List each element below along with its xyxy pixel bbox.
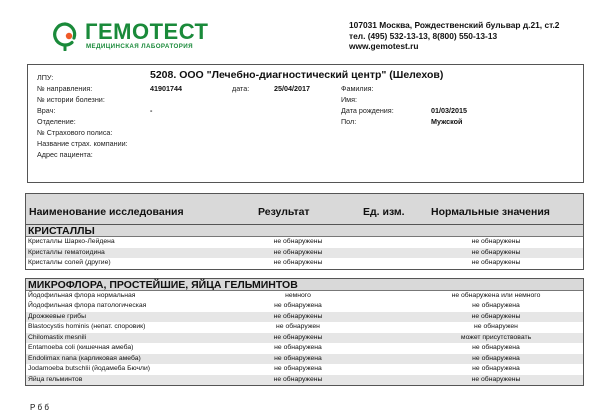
test-result: не обнаружена (274, 344, 322, 351)
test-normal: не обнаружена (472, 365, 520, 372)
table-row (26, 364, 583, 375)
table-row (26, 258, 583, 269)
table-row (26, 291, 583, 302)
logo-name: ГЕМОТЕСТ (85, 19, 209, 44)
section-title: КРИСТАЛЛЫ (26, 225, 583, 237)
doctor-label: Врач: (37, 106, 56, 115)
test-result: не обнаружены (273, 259, 323, 266)
test-name: Яйца гельминтов (28, 375, 83, 383)
table-row (26, 237, 583, 248)
test-normal: не обнаружена (472, 354, 520, 362)
section-title: МИКРОФЛОРА, ПРОСТЕЙШИЕ, ЯЙЦА ГЕЛЬМИНТОВ (26, 279, 583, 291)
phone-line: тел. (495) 532-13-13, 8(800) 550-13-13 (349, 30, 498, 41)
lpu-value: 5208. ООО "Лечебно-диагностический центр" (Шелехов) (150, 69, 444, 81)
table-row (26, 312, 583, 323)
section-crystals (25, 225, 584, 270)
test-name: Йодофильная флора патологическая (28, 302, 147, 309)
footer-partial-text: Р б б (30, 403, 49, 411)
test-result: не обнаружена (274, 354, 322, 362)
date-label: дата: (232, 84, 250, 93)
test-normal: не обнаружены (471, 248, 521, 256)
column-header-normal-range: Нормальные значения (431, 206, 550, 218)
address-line: 107031 Москва, Рождественский бульвар д.21, ст.2 (349, 20, 560, 30)
test-name: Endolimax nana (карликовая амеба) (28, 354, 141, 362)
test-name: Дрожжевые грибы (28, 312, 86, 320)
table-row (26, 322, 583, 333)
test-name: Chilomastix mesnili (28, 333, 87, 341)
table-row (26, 248, 583, 259)
test-name: Кристаллы гематоидина (28, 248, 105, 256)
history-label: № истории болезни: (37, 95, 105, 104)
test-result: не обнаружены (273, 375, 323, 383)
department-label: Отделение: (37, 117, 76, 126)
test-result: не обнаружена (274, 365, 322, 372)
birthdate-value: 01/03/2015 (431, 106, 467, 115)
table-row (26, 354, 583, 365)
section-microflora (25, 278, 584, 387)
test-normal: не обнаружена или немного (451, 291, 541, 299)
results-table (25, 193, 584, 386)
test-result: не обнаружены (273, 238, 323, 245)
policy-label: № Страхового полиса: (37, 128, 113, 137)
referral-value: 41901744 (150, 84, 182, 93)
lab-address (349, 20, 559, 52)
test-normal: не обнаружена (472, 302, 520, 309)
test-normal: не обнаружена (472, 344, 520, 351)
test-result: не обнаружена (274, 302, 322, 309)
birthdate-label: Дата рождения: (341, 106, 394, 115)
test-result: не обнаружены (273, 312, 323, 320)
table-row (26, 343, 583, 354)
column-header-result: Результат (258, 206, 310, 218)
doctor-value: - (150, 106, 153, 115)
surname-label: Фамилия: (341, 84, 374, 93)
test-name: Entamoeba coli (кишечная амеба) (28, 344, 134, 351)
test-normal: не обнаружены (471, 259, 521, 266)
logo-mark-icon (52, 21, 78, 51)
patient-address-label: Адрес пациента: (37, 150, 93, 159)
test-result: не обнаружены (273, 333, 323, 341)
test-normal: не обнаружен (474, 323, 518, 330)
test-result: не обнаружен (276, 323, 320, 330)
test-name: Jodamoeba butschlii (йодамеба Бючли) (28, 365, 151, 372)
website-line: www.gemotest.ru (349, 41, 419, 51)
column-header-unit: Ед. изм. (363, 206, 405, 218)
test-result: не обнаружены (273, 248, 323, 256)
test-result: немного (285, 291, 311, 299)
logo-subtitle: МЕДИЦИНСКАЯ ЛАБОРАТОРИЯ (86, 43, 193, 50)
table-header (25, 193, 584, 225)
name-label: Имя: (341, 95, 357, 104)
table-row (26, 375, 583, 386)
table-row (26, 333, 583, 344)
test-name: Кристаллы солей (другие) (28, 259, 111, 266)
insurer-label: Название страх. компании: (37, 139, 128, 148)
test-name: Йодофильная флора нормальная (28, 291, 136, 299)
lpu-label: ЛПУ: (37, 73, 54, 82)
date-value: 25/04/2017 (274, 84, 310, 93)
table-row (26, 301, 583, 312)
patient-info-box (27, 64, 584, 183)
test-normal: не обнаружены (471, 312, 521, 320)
test-name: Blastocystis hominis (непат. споровик) (28, 323, 146, 330)
test-normal: может присутствовать (460, 333, 532, 341)
referral-label: № направления: (37, 84, 93, 93)
column-header-test-name: Наименование исследования (29, 206, 184, 218)
sex-value: Мужской (431, 117, 463, 126)
gemotest-logo (52, 20, 232, 54)
test-normal: не обнаружены (471, 375, 521, 383)
test-normal: не обнаружены (471, 238, 521, 245)
sex-label: Пол: (341, 117, 357, 126)
test-name: Кристаллы Шарко-Лейдена (28, 238, 115, 245)
